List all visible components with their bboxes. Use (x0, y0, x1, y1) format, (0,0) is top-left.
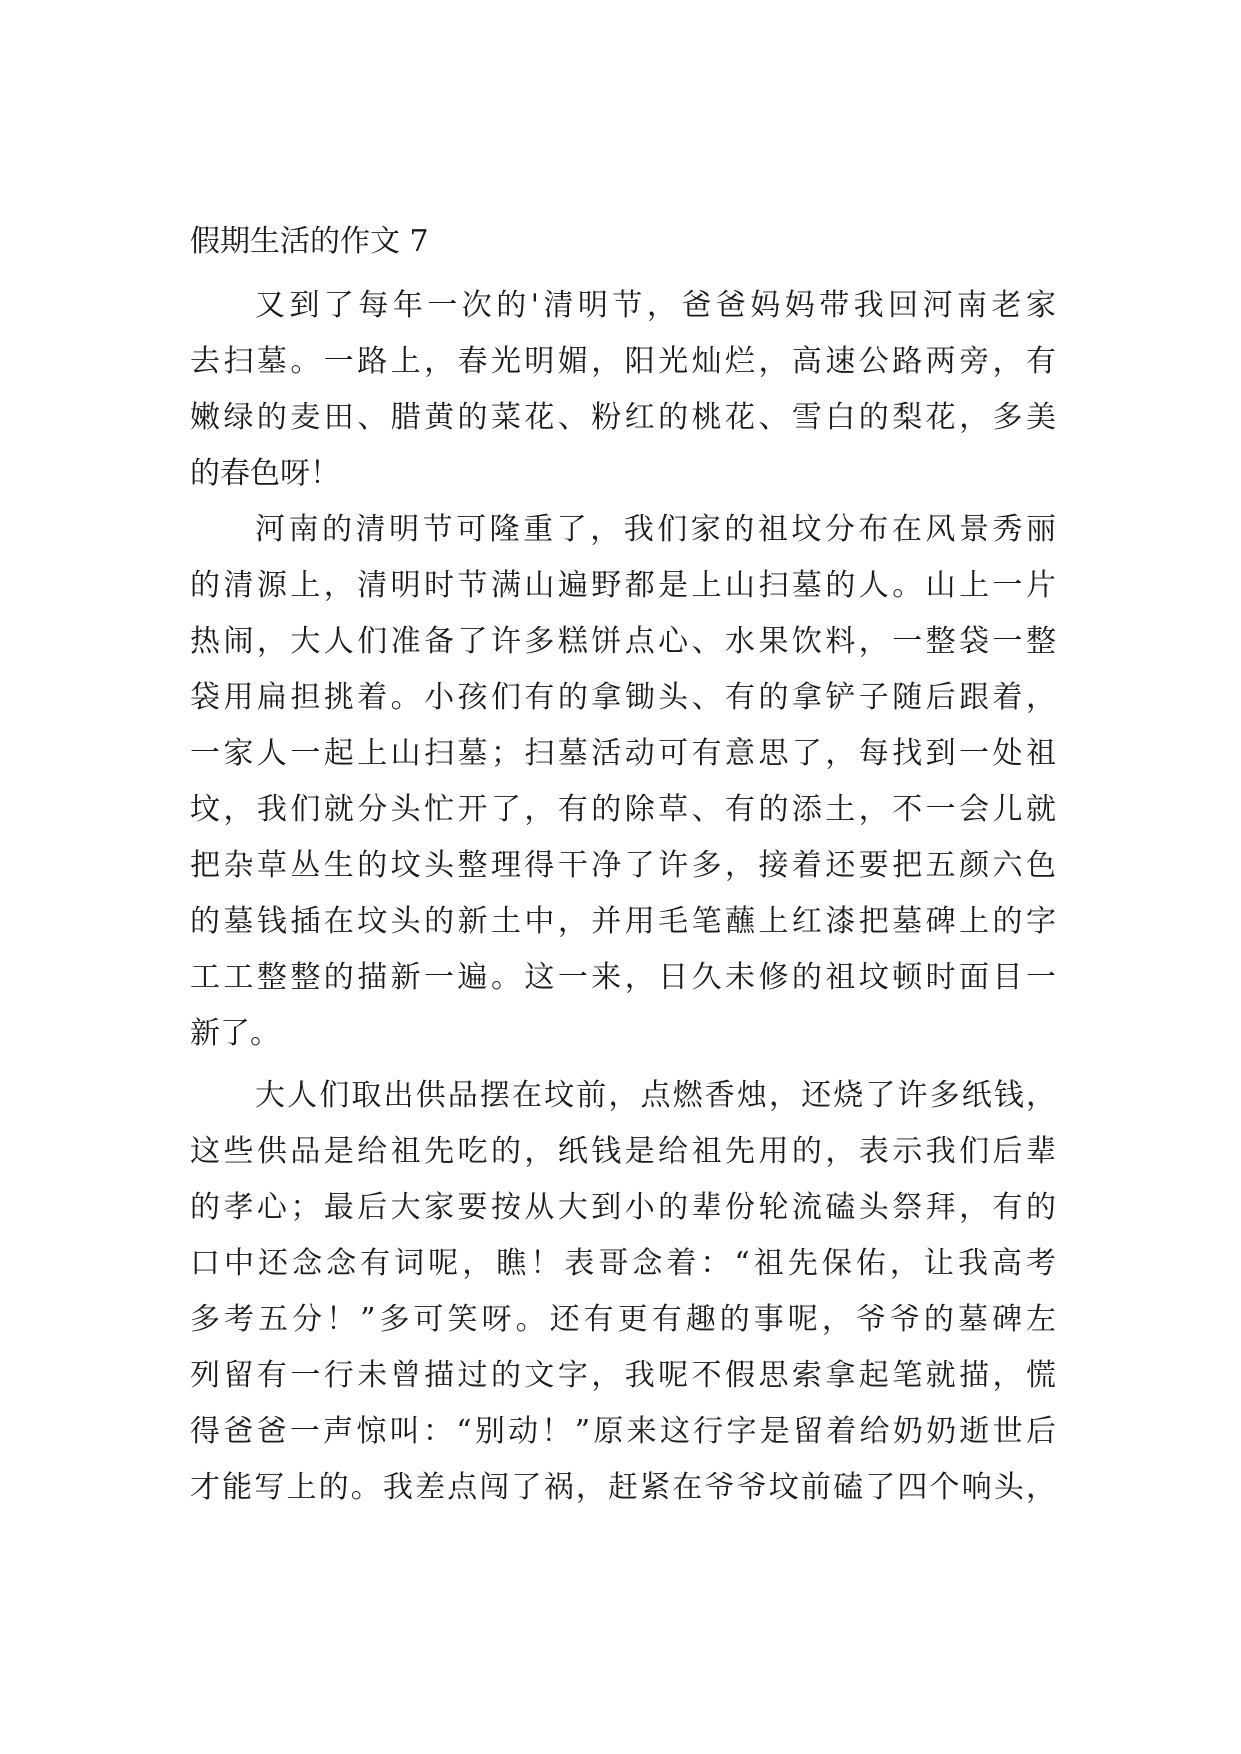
paragraph-2-line-10: 新了。 (190, 1016, 280, 1051)
paragraph-2-line-8: 的墓钱插在坟头的新土中，并用毛笔蘸上红漆把墓碑上的字 (190, 904, 1056, 939)
paragraph-2-line-1: 河南的清明节可隆重了，我们家的祖坟分布在风景秀丽 (255, 512, 1056, 547)
paragraph-2-line-4: 袋用扁担挑着。小孩们有的拿锄头、有的拿铲子随后跟着， (190, 680, 1056, 715)
paragraph-2-line-3: 热闹，大人们准备了许多糕饼点心、水果饮料，一整袋一整 (190, 624, 1056, 659)
paragraph-3-line-2: 这些供品是给祖先吃的，纸钱是给祖先用的，表示我们后辈 (190, 1134, 1056, 1169)
paragraph-2-line-6: 坟，我们就分头忙开了，有的除草、有的添土，不一会儿就 (190, 792, 1056, 827)
paragraph-2-line-5: 一家人一起上山扫墓；扫墓活动可有意思了，每找到一处祖 (190, 736, 1056, 771)
paragraph-2-line-7: 把杂草丛生的坟头整理得干净了许多，接着还要把五颜六色 (190, 848, 1056, 883)
paragraph-1-line-4: 的春色呀！ (190, 456, 340, 491)
paragraph-2-line-9: 工工整整的描新一遍。这一来，日久未修的祖坟顿时面目一 (190, 960, 1056, 995)
paragraph-1-line-3: 嫩绿的麦田、腊黄的菜花、粉红的桃花、雪白的梨花，多美 (190, 400, 1056, 435)
paragraph-3-line-4: 口中还念念有词呢，瞧！表哥念着：“祖先保佑，让我高考 (190, 1246, 1056, 1281)
paragraph-3-line-8: 才能写上的。我差点闯了祸，赶紧在爷爷坟前磕了四个响头， (190, 1470, 1056, 1505)
paragraph-2-line-2: 的清源上，清明时节满山遍野都是上山扫墓的人。山上一片 (190, 568, 1056, 603)
paragraph-3-line-7: 得爸爸一声惊叫：“别动！”原来这行字是留着给奶奶逝世后 (190, 1414, 1056, 1449)
paragraph-3-line-1: 大人们取出供品摆在坟前，点燃香烛，还烧了许多纸钱， (255, 1078, 1056, 1113)
paragraph-3-line-3: 的孝心；最后大家要按从大到小的辈份轮流磕头祭拜，有的 (190, 1190, 1056, 1225)
paragraph-1-line-2: 去扫墓。一路上，春光明媚，阳光灿烂，高速公路两旁，有 (190, 344, 1056, 379)
paragraph-3-line-6: 列留有一行未曾描过的文字，我呢不假思索拿起笔就描，慌 (190, 1358, 1056, 1393)
paragraph-3-line-5: 多考五分！”多可笑呀。还有更有趣的事呢，爷爷的墓碑左 (190, 1302, 1056, 1337)
paragraph-1-line-1: 又到了每年一次的'清明节，爸爸妈妈带我回河南老家 (255, 288, 1056, 323)
document-title: 假期生活的作文 7 (190, 224, 429, 259)
